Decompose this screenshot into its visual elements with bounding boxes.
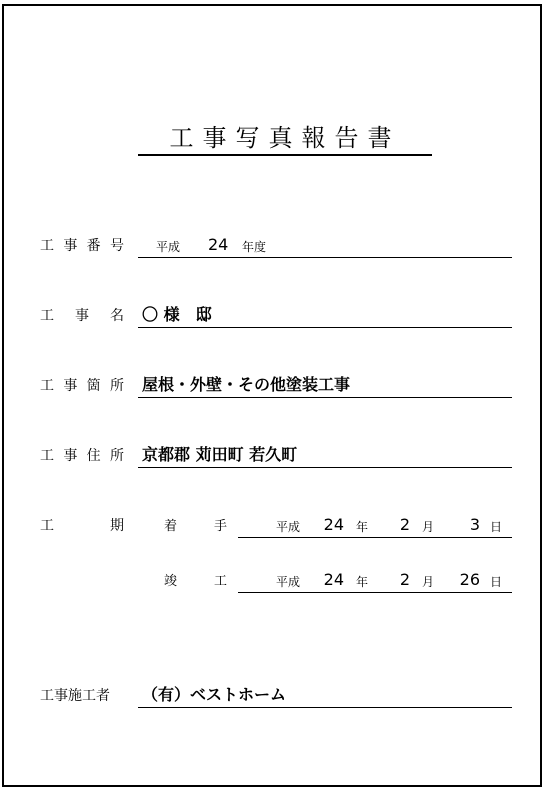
- field-label-location: 工 事 箇 所: [40, 378, 124, 394]
- period-start-month-unit: 月: [422, 520, 435, 534]
- period-start-year: 24: [323, 515, 344, 534]
- period-start-day: 3: [469, 515, 480, 534]
- period-end-era: 平成: [276, 575, 301, 589]
- field-label-name: 工 事 名: [40, 308, 124, 324]
- underline-number: [138, 257, 512, 258]
- underline-location: [138, 397, 512, 398]
- field-label-address: 工 事 住 所: [40, 448, 124, 464]
- underline-address: [138, 467, 512, 468]
- period-start-label-1: 着: [164, 519, 178, 534]
- period-end-month: 2: [399, 570, 410, 589]
- period-end-label-1: 竣: [164, 574, 178, 589]
- number-era: 平成: [156, 240, 181, 254]
- field-label-number: 工 事 番 号: [40, 238, 124, 254]
- period-end-day: 26: [459, 570, 480, 589]
- construction-location-value: 屋根・外壁・その他塗装工事: [142, 375, 351, 394]
- contractor-value: （有）ベストホーム: [142, 685, 287, 704]
- period-end-label-2: 工: [214, 574, 228, 589]
- period-end-day-unit: 日: [490, 575, 503, 589]
- underline-period-end: [238, 592, 512, 593]
- construction-name-value: 〇 様 邸: [142, 305, 212, 324]
- number-year-suffix: 年度: [242, 240, 267, 254]
- construction-address-value: 京都郡 苅田町 若久町: [142, 445, 298, 464]
- number-year: 24: [208, 235, 229, 254]
- document-title: 工事写真報告書: [138, 120, 432, 156]
- period-end-year: 24: [323, 570, 344, 589]
- period-start-label-2: 手: [214, 519, 228, 534]
- period-end-month-unit: 月: [422, 575, 435, 589]
- field-label-contractor: 工事施工者: [40, 688, 110, 704]
- period-start-era: 平成: [276, 520, 301, 534]
- period-end-year-unit: 年: [356, 575, 369, 589]
- underline-name: [138, 327, 512, 328]
- period-start-month: 2: [399, 515, 410, 534]
- period-start-year-unit: 年: [356, 520, 369, 534]
- underline-contractor: [138, 707, 512, 708]
- underline-period-start: [238, 537, 512, 538]
- field-label-period: 工 期: [40, 518, 124, 534]
- period-start-day-unit: 日: [490, 520, 503, 534]
